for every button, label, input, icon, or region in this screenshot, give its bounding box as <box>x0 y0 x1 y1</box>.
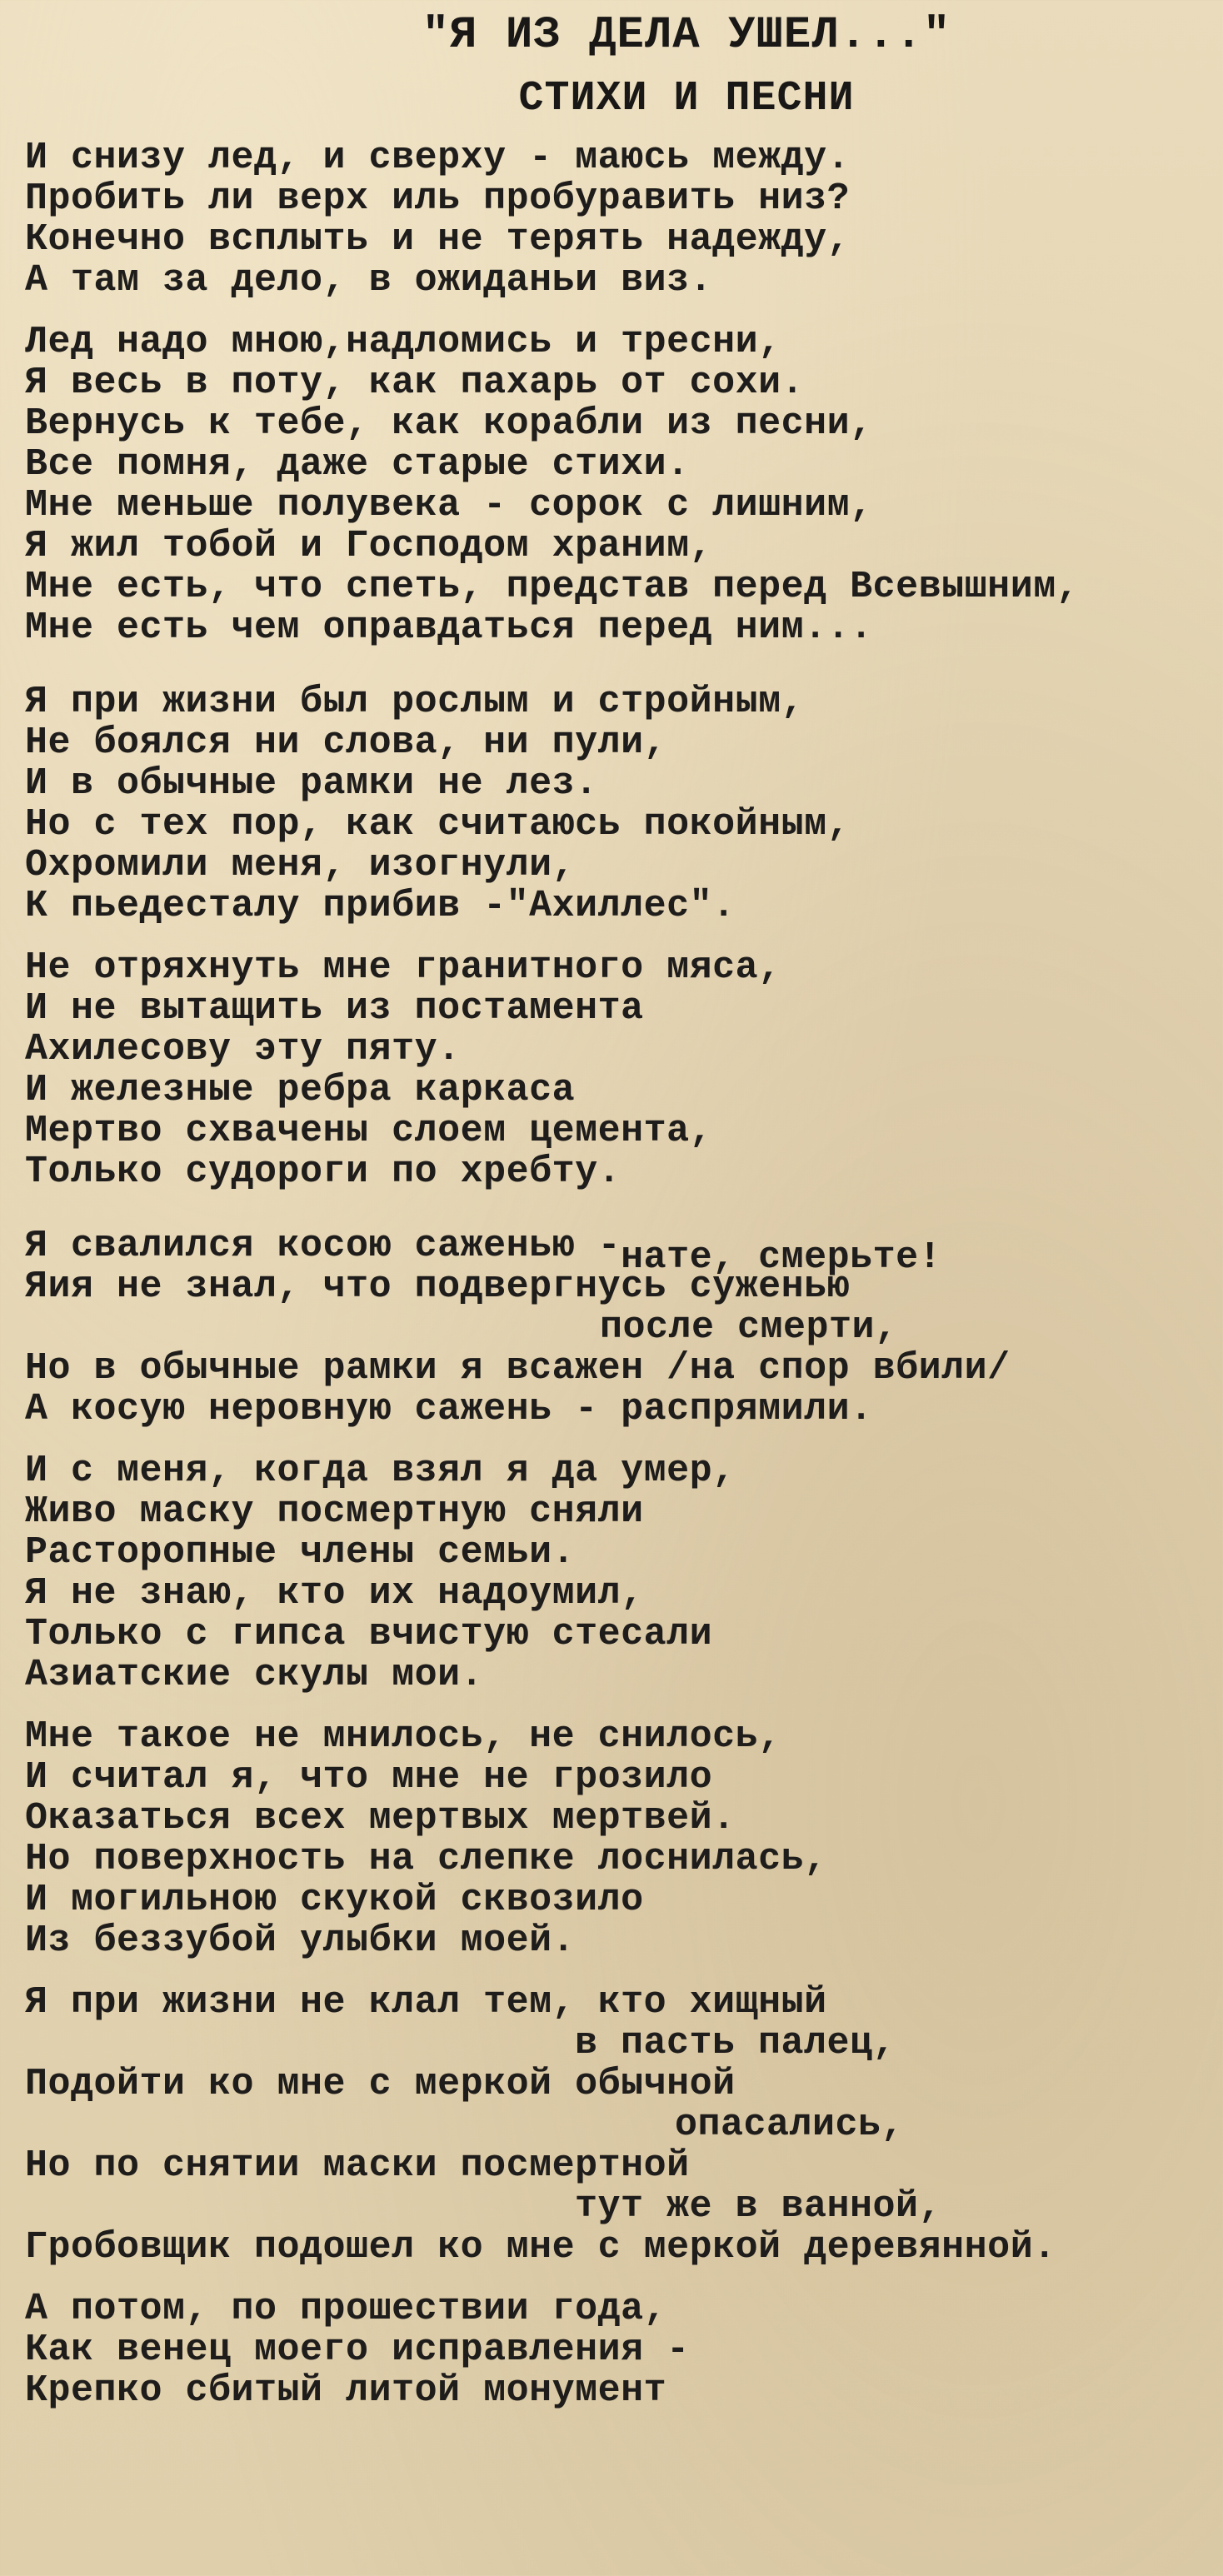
poem-line: И с меня, когда взял я да умер, <box>25 1450 736 1492</box>
poem-line: Я при жизни не клал тем, кто хищный <box>25 1981 827 2024</box>
stanza-5 <box>25 1226 1208 1430</box>
poem-line: Но поверхность на слепке лоснилась, <box>25 1838 827 1880</box>
page-subtitle: СТИХИ И ПЕСНИ <box>518 75 855 122</box>
stanza-3 <box>25 681 1208 926</box>
poem-line: Все помня, даже старые стихи. <box>25 443 690 486</box>
poem-line: И могильною скукой сквозило <box>25 1879 644 1921</box>
poem-line: Охромили меня, изогнули, <box>25 844 576 886</box>
poem-line: И не вытащить из постамента <box>25 987 644 1030</box>
poem-line: Пробить ли верх иль пробуравить низ? <box>25 177 851 220</box>
poem-line: Как венец моего исправления - <box>25 2329 690 2371</box>
poem-line: Только судороги по хребту. <box>25 1151 621 1193</box>
poem-line-continuation: опасались, <box>675 2104 905 2146</box>
poem-line: Не боялся ни слова, ни пули, <box>25 721 667 764</box>
poem-line: Я жил тобой и Господом храним, <box>25 525 713 567</box>
poem-line: Подойти ко мне с меркой обычной <box>25 2063 736 2105</box>
poem-line: Я весь в поту, как пахарь от сохи. <box>25 362 805 404</box>
stanza-8 <box>25 1982 1208 2268</box>
poem-line: Но с тех пор, как считаюсь покойным, <box>25 803 851 846</box>
poem-line: И в обычные рамки не лез. <box>25 762 598 805</box>
stanza-2 <box>25 322 1208 648</box>
stanza-7 <box>25 1716 1208 1961</box>
stanza-1 <box>25 137 1208 301</box>
stanza-6 <box>25 1450 1208 1695</box>
poem-line: Мне есть чем оправдаться перед ним... <box>25 607 873 649</box>
poem-line-text: Я свалился косою саженью - <box>25 1225 621 1267</box>
poem-line-tail: нате, смерьте! <box>621 1236 942 1279</box>
poem-line: Но в обычные рамки я всажен /на спор вбили/ <box>25 1347 1011 1390</box>
poem-line: Вернусь к тебе, как корабли из песни, <box>25 402 873 445</box>
poem-line-continuation: тут же в ванной, <box>575 2185 942 2228</box>
poem-line: Крепко сбитый литой монумент <box>25 2369 667 2412</box>
poem-line: Гробовщик подошел ко мне с меркой деревянной. <box>25 2226 1056 2269</box>
poem-line: Оказаться всех мертвых мертвей. <box>25 1797 736 1840</box>
poem-line <box>25 1225 1208 1279</box>
poem-line: Мертво схвачены слоем цемента, <box>25 1110 713 1152</box>
poem-line: Не отряхнуть мне гранитного мяса, <box>25 946 781 989</box>
poem-line-continuation: после смерти, <box>600 1306 898 1349</box>
poem-line: Ахилесову эту пяту. <box>25 1028 461 1071</box>
poem-line: Живо маску посмертную сняли <box>25 1490 644 1533</box>
poem-line: Я при жизни был рослым и стройным, <box>25 681 805 723</box>
page-title: "Я ИЗ ДЕЛА УШЕЛ..." <box>422 10 951 61</box>
poem-line: Мне меньше полувека - сорок с лишним, <box>25 484 873 527</box>
poem-line: И железные ребра каркаса <box>25 1069 576 1111</box>
poem-line: Лед надо мною,надломись и тресни, <box>25 321 781 363</box>
poem-line: Из беззубой улыбки моей. <box>25 1920 576 1962</box>
poem-line: И считал я, что мне не грозило <box>25 1756 713 1799</box>
poem-line: А косую неровную сажень - распрямили. <box>25 1388 873 1430</box>
poem-line-continuation: в пасть палец, <box>575 2022 896 2064</box>
stanza-4 <box>25 947 1208 1192</box>
poem-line: Азиатские скулы мои. <box>25 1654 484 1696</box>
poem-line: Но по снятии маски посмертной <box>25 2144 690 2187</box>
poem-line: Только с гипса вчистую стесали <box>25 1613 713 1655</box>
poem-line: Конечно всплыть и не терять надежду, <box>25 218 851 261</box>
poem-line: Мне есть, что спеть, представ перед Всевышним, <box>25 566 1080 608</box>
poem-line: Я не знаю, кто их надоумил, <box>25 1572 644 1615</box>
poem-line: Мне такое не мнилось, не снилось, <box>25 1715 781 1758</box>
poem-line: А потом, по прошествии года, <box>25 2288 667 2330</box>
poem-line: Яия не знал, что подвергнусь суженью <box>25 1266 851 1308</box>
poem-line: А там за дело, в ожиданьи виз. <box>25 259 713 302</box>
poem-line: К пьедесталу прибив -"Ахиллес". <box>25 885 736 927</box>
stanza-9 <box>25 2289 1208 2411</box>
poem-line: И снизу лед, и сверху - маюсь между. <box>25 137 851 179</box>
poem-line: Расторопные члены семьи. <box>25 1531 576 1574</box>
poem-body <box>25 137 1208 2432</box>
